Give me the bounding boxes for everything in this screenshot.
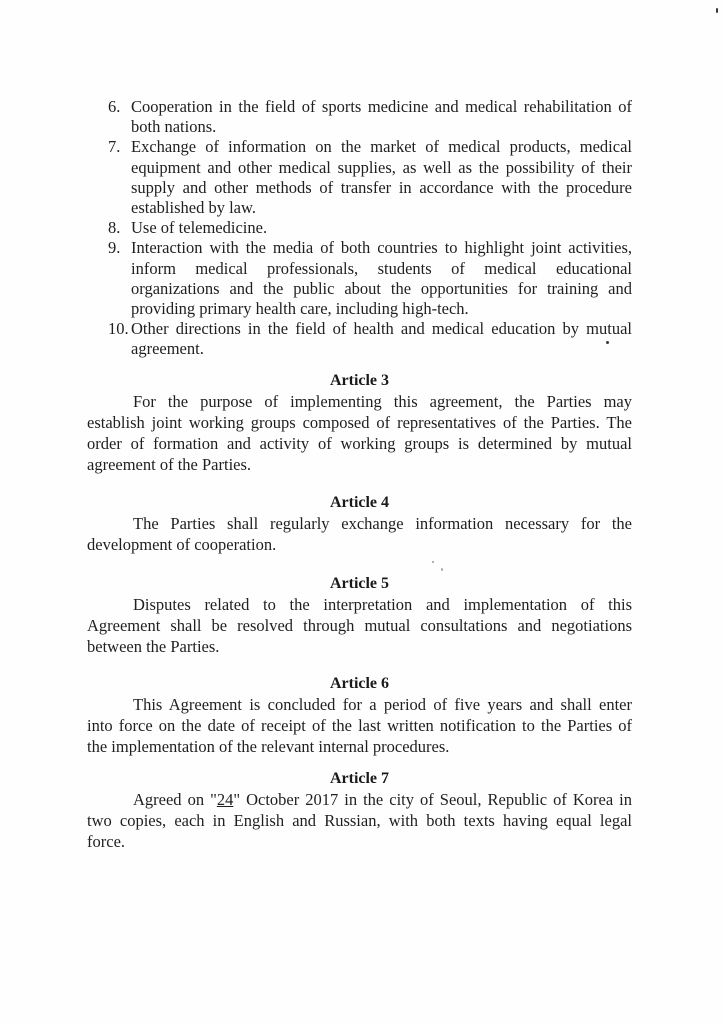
item-line: equipment and other medical supplies, as well as the possibility of their xyxy=(131,157,632,177)
item-line: Other directions in the field of health and medical education by mutual xyxy=(131,319,632,339)
list-item xyxy=(108,238,632,319)
article-heading: Article 5 xyxy=(329,575,390,592)
list-item xyxy=(108,319,632,359)
article-6 xyxy=(87,674,632,757)
article-heading: Article 7 xyxy=(329,770,390,787)
item-line: Cooperation in the field of sports medicine and medical rehabilitation of xyxy=(131,97,632,116)
list-item xyxy=(108,97,632,137)
agreement-day: 24 xyxy=(216,790,234,809)
list-item xyxy=(108,218,632,238)
item-line: supply and other methods of transfer in accordance with the procedure xyxy=(131,177,632,197)
scan-speck xyxy=(441,568,443,571)
item-line: Use of telemedicine. xyxy=(131,218,268,238)
scan-speck xyxy=(432,561,434,563)
article-4 xyxy=(87,493,632,555)
paragraph-line: Agreement shall be resolved through mutual consultations and negotiations xyxy=(87,616,632,635)
item-line: organizations and the public about the opportunities for training and xyxy=(131,278,632,298)
paragraph-line: For the purpose of implementing this agreement, the Parties may xyxy=(133,392,632,411)
article-heading: Article 3 xyxy=(329,372,390,389)
paragraph-line xyxy=(87,789,632,810)
date-line-suffix: " October 2017 in the city of Seoul, Republic of Korea in xyxy=(233,790,632,809)
article-heading: Article 6 xyxy=(329,675,390,692)
article-heading: Article 4 xyxy=(329,494,390,511)
paragraph-line: two copies, each in English and Russian, with both texts having equal legal xyxy=(87,811,632,830)
numbered-list xyxy=(108,97,632,359)
paragraph-line: The Parties shall regularly exchange information necessary for the xyxy=(133,514,632,533)
item-line: Exchange of information on the market of medical products, medical xyxy=(131,137,632,157)
paragraph-line: Disputes related to the interpretation and implementation of this xyxy=(133,595,632,614)
item-number: 7. xyxy=(108,137,121,157)
paragraph-line: This Agreement is concluded for a period of five years and shall enter xyxy=(133,695,632,714)
scan-speck xyxy=(716,8,718,13)
item-line: inform medical professionals, students of medical educational xyxy=(131,258,632,278)
paragraph-line: establish joint working groups composed of representatives of the Parties. The xyxy=(87,413,632,432)
article-7 xyxy=(87,769,632,852)
list-item xyxy=(108,137,632,218)
paragraph-line: into force on the date of receipt of the last written notification to the Parties of xyxy=(87,716,632,735)
paragraph-line: agreement of the Parties. xyxy=(87,455,252,474)
item-line: established by law. xyxy=(131,197,256,217)
item-number: 8. xyxy=(108,218,121,238)
item-number: 10. xyxy=(108,319,129,339)
item-line: agreement. xyxy=(131,339,204,359)
paragraph-line: the implementation of the relevant internal procedures. xyxy=(87,737,450,756)
item-number: 6. xyxy=(108,97,121,116)
paragraph-line: order of formation and activity of working groups is determined by mutual xyxy=(87,434,632,453)
article-5 xyxy=(87,574,632,657)
item-line: providing primary health care, including high-tech. xyxy=(131,298,469,318)
paragraph-line: development of cooperation. xyxy=(87,535,277,554)
paragraph-line: between the Parties. xyxy=(87,637,220,656)
date-line-prefix: Agreed on " xyxy=(133,790,217,809)
item-line: both nations. xyxy=(131,117,217,137)
paragraph-line: force. xyxy=(87,832,126,851)
article-3 xyxy=(87,371,632,475)
item-line: Interaction with the media of both countries to highlight joint activities, xyxy=(131,238,632,258)
item-number: 9. xyxy=(108,238,121,258)
